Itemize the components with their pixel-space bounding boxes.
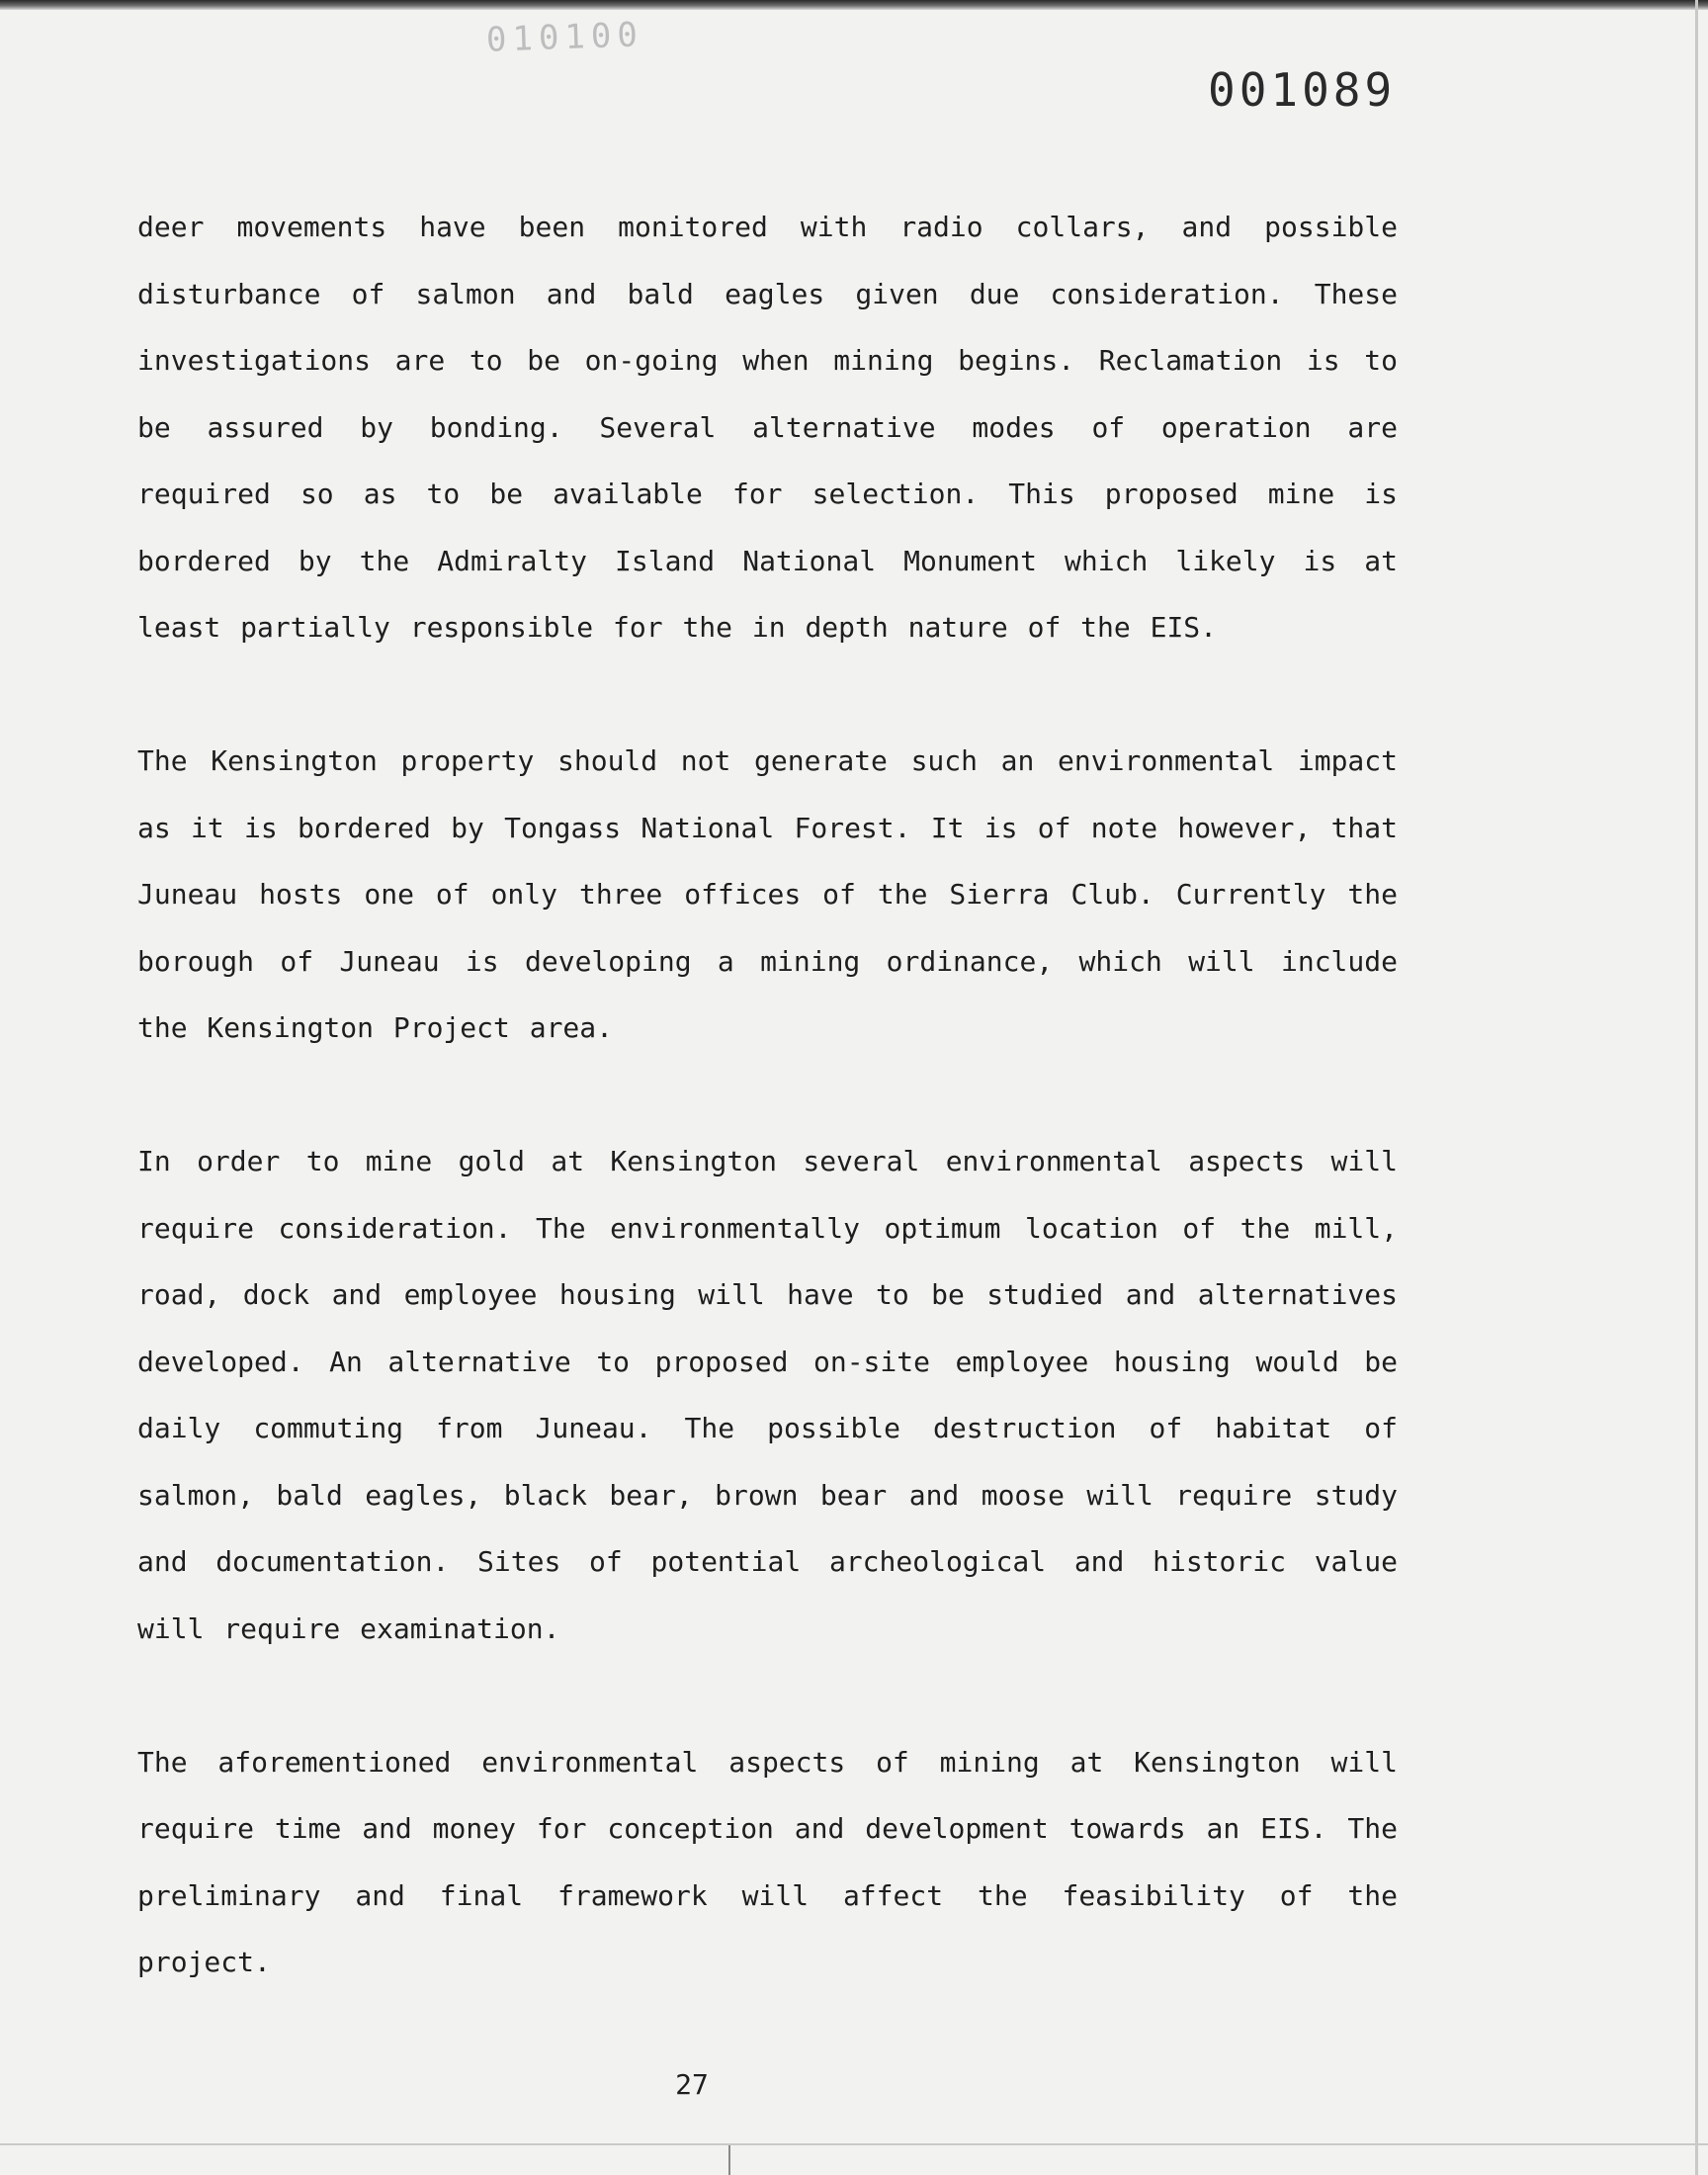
paragraph-2: The Kensington property should not generate such an environmental impact as it is bordered by Tongass National Forest. It is of note however, that Juneau hosts one of only three offices of the Sierra Club. Currently the borough of Juneau is developing a mining ordinance, which will include the Kensington Project area. xyxy=(137,744,1398,1044)
paragraph-4: The aforementioned environmental aspects of mining at Kensington will require time and money for conception and development towards an EIS. The preliminary and final framework will affect the feasibility of the project. xyxy=(137,1745,1398,1978)
scan-bottom-edge xyxy=(0,2143,1708,2145)
page-number: 27 xyxy=(675,2068,709,2101)
paragraph-1: deer movements have been monitored with radio collars, and possible disturbance of salmon and bald eagles given due consideration. These investigations are to be on-going when mining begins. Reclamation is to be assured by bonding. Several alternative modes of operation are required so as to be available for selection. This proposed mine is bordered by the Admiralty Island National Monument which likely is at least partially responsible for the in depth nature of the EIS. xyxy=(137,211,1398,644)
faint-stamp-number: 010100 xyxy=(485,15,644,60)
paragraph-3: In order to mine gold at Kensington several environmental aspects will require consideration. The environmentally optimum location of the mill, road, dock and employee housing will have to be studied and alternatives developed. An alternative to proposed on-site employee housing would be daily commuting from Juneau. The possible destruction of habitat of salmon, bald eagles, black bear, brown bear and moose will require study and documentation. Sites of potential archeological and historic value will require examination. xyxy=(137,1145,1398,1645)
body-text xyxy=(137,194,1398,1996)
scan-right-edge xyxy=(1695,0,1698,2175)
document-number: 001089 xyxy=(1208,63,1397,117)
scan-top-border xyxy=(0,0,1708,10)
scan-bottom-mark xyxy=(728,2145,730,2175)
